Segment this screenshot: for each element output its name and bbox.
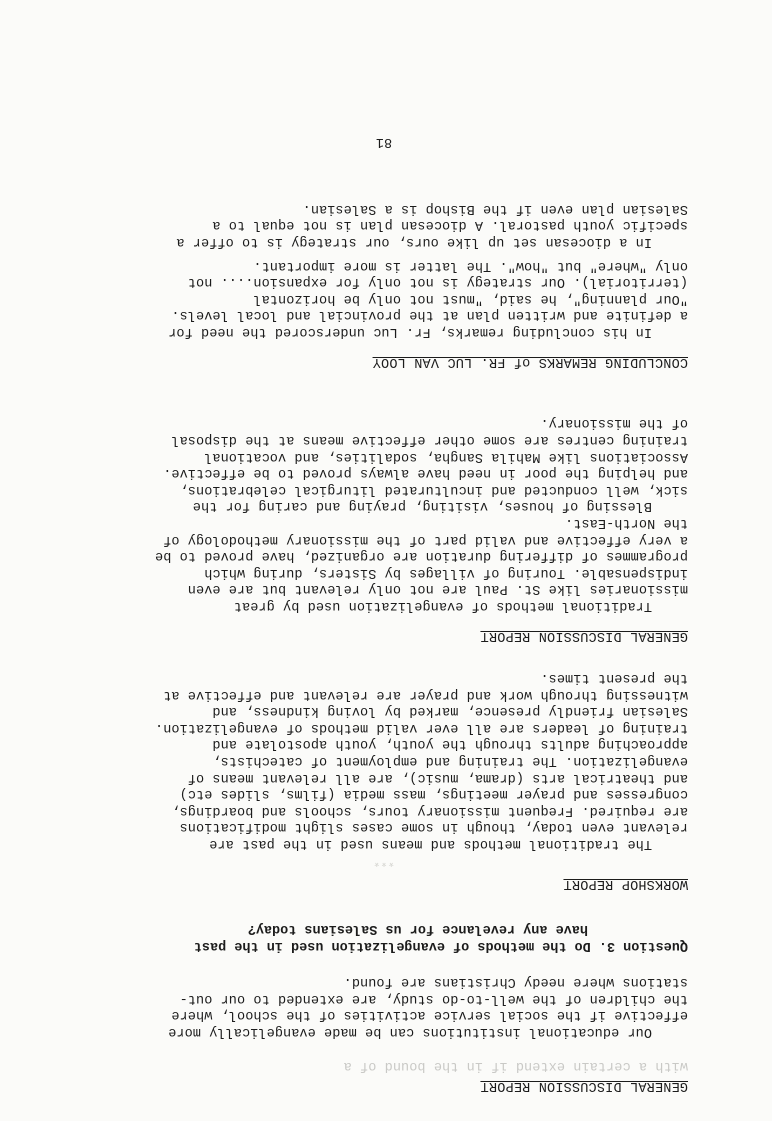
- section-heading-general-discussion-2: GENERAL DISCUSSION REPORT: [480, 628, 688, 643]
- text-line: a very effective and valid part of the missionary methodology of: [163, 531, 688, 547]
- text-line: congresses and prayer meetings, mass media (films, slides etc): [179, 786, 688, 802]
- text-line: the North-East.: [564, 515, 688, 531]
- text-line: specific youth pastoral. A diocesan plan is not equal to a: [212, 217, 688, 233]
- text-line: of the missionary.: [540, 415, 688, 431]
- question-line: have any revelance for us Salesians today?: [247, 921, 588, 937]
- text-line: the present times.: [540, 670, 688, 686]
- section-heading-concluding-remarks: CONCLUDING REMARKS of FR. LUC VAN LOOY: [372, 354, 688, 369]
- workshop-report-paragraph: [80, 668, 688, 851]
- text-line: indispensable. Touring of villages by Sisters, during which: [204, 564, 688, 580]
- text-line: effective if the social service activities of the school, where: [171, 1007, 688, 1023]
- text-line: Our educational institutions can be made evangelically more: [168, 1024, 652, 1039]
- text-line: Traditional methods of evangelization used by great: [233, 598, 652, 613]
- text-line: and theatrical arts (drama, music), are all relevant means of: [187, 769, 688, 785]
- page-number: 81: [375, 134, 393, 149]
- text-line: sick, well conducted and inculturated liturgical celebrations,: [179, 481, 688, 497]
- concluding-remarks-paragraph-2: [80, 199, 688, 249]
- text-line: In his concluding remarks, Fr. Luc underscored the need for: [168, 324, 652, 339]
- separator-stars: ***: [373, 854, 395, 868]
- text-line: and helping the poor in need have always proved to be effective.: [163, 465, 688, 481]
- text-line: In a diocesan set up like ours, our strategy is to offer a: [176, 234, 652, 249]
- text-line: approaching adults through the youth, youth apostolate and: [212, 736, 688, 752]
- text-line: evangelization. The training and employment of catechists,: [212, 753, 688, 769]
- text-line: Salesian friendly presence, marked by loving kindness, and: [212, 703, 688, 719]
- general-discussion-2-paragraph: [80, 414, 688, 613]
- text-line: training of leaders are all ever valid methods of evangelization.: [154, 719, 688, 735]
- section-heading-workshop-report: WORKSHOP REPORT: [563, 876, 688, 891]
- section-heading-general-discussion-1: GENERAL DISCUSSION REPORT: [480, 1078, 688, 1093]
- text-line: Salesian plan even if the Bishop is a Salesian.: [302, 200, 688, 216]
- text-line: Associations like Mahila Sangha, sodalities, and vocational: [204, 448, 688, 464]
- text-line: witnessing through work and prayer are relevant and effective at: [163, 686, 688, 702]
- text-line: only "where" but "how". The latter is more important.: [253, 257, 688, 273]
- text-line: "Our planning", he said, "must not only be horizontal: [253, 290, 688, 306]
- general-discussion-1-paragraph: [80, 973, 688, 1039]
- text-line: a definite and written plan at the provincial and local levels.: [171, 307, 688, 323]
- text-line: (territorial). Our strategy is not only for expansion.... not: [187, 274, 688, 290]
- text-line: stations where needy Christians are found.: [343, 974, 688, 990]
- text-line: the children of the well-to-do study, are extended to our out-: [179, 990, 688, 1006]
- text-line: Blessing of houses, visiting, praying and caring for the: [192, 498, 652, 514]
- question-3: [80, 920, 688, 953]
- text-line: training centres are some other effective means at the disposal: [171, 432, 688, 448]
- text-line: relevant even today, though in some cases slight modifications: [179, 819, 688, 835]
- question-line: Question 3. Do the methods of evangelization used in the past: [193, 938, 688, 953]
- text-line: programmes of differing duration are organized, have proved to be: [154, 548, 688, 564]
- text-line: missionaries like St. Paul are not only relevant but are even: [187, 581, 688, 597]
- text-line: are required. Frequent missionary tours, schools and boardings,: [171, 802, 688, 818]
- text-line: The traditional methods and means used in the past are: [209, 836, 652, 851]
- faded-bleed-through-text: with a certain extend if in the bound of a: [343, 1058, 688, 1073]
- concluding-remarks-paragraph: [80, 256, 688, 339]
